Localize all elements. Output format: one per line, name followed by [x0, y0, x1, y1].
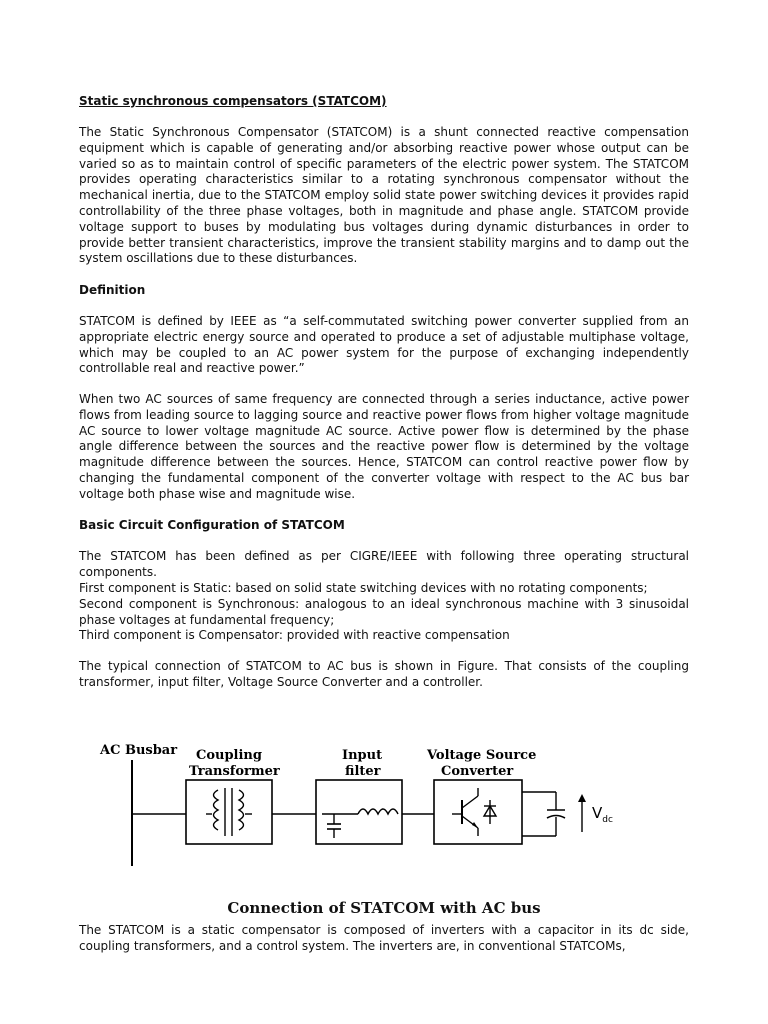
dc-capacitor [522, 792, 565, 836]
intro-paragraph: The Static Synchronous Compensator (STATCOM) is a shunt connected reactive compensation equipment which is capable of generating and/or absorbing reactive power whose output can be varied so as to maintain control of specific parameters of the electric power system. The STATCOM provides operating characteristics similar to a rotating synchronous compensator without the mechanical inertia, due to the STATCOM employ solid state power switching devices it provides rapid controllability of the three phase voltages, both in magnitude and phase angle. STATCOM provide voltage support to buses by modulating bus voltages during dynamic disturbances in order to provide better transient characteristics, improve the transient stability margins and to damp out the system oscillations due to these disturbances. [79, 125, 689, 266]
vdc-label: $V_{dc}$ [592, 804, 613, 825]
components-intro: The STATCOM has been defined as per CIGRE/IEEE with following three operating structural components. [79, 549, 689, 579]
filter-label: filter [345, 764, 381, 779]
component-compensator: Third component is Compensator: provided with reactive compensation [79, 628, 510, 642]
power-flow-paragraph: When two AC sources of same frequency are connected through a series inductance, active power flows from leading source to lagging source and reactive power flows from higher voltage magnitude AC source to lower voltage magnitude AC source. Active power flow is determined by the phase angle difference between the sources and the reactive power flow is determined by the voltage magnitude difference between the sources. Hence, STATCOM can control reactive power flow by changing the fundamental component of the converter voltage with respect to the AC bus bar voltage both phase wise and magnitude wise. [79, 392, 689, 501]
voltage-source-converter [434, 780, 522, 844]
vsc-label-2: Converter [441, 764, 514, 779]
input-label: Input [342, 748, 383, 763]
coupling-transformer [186, 780, 272, 844]
transformer-label: Transformer [189, 764, 280, 779]
input-filter [316, 780, 402, 844]
ac-busbar-label: AC Busbar [100, 743, 178, 758]
vsc-label-1: Voltage Source [427, 748, 537, 763]
figure-caption: Connection of STATCOM with AC bus [227, 899, 541, 917]
component-static: First component is Static: based on solid state switching devices with no rotating components; [79, 581, 648, 595]
vdc-arrow [578, 794, 586, 832]
coupling-label: Coupling [196, 748, 262, 763]
typical-connection-paragraph: The typical connection of STATCOM to AC bus is shown in Figure. That consists of the coupling transformer, input filter, Voltage Source Converter and a controller. [79, 659, 689, 689]
document-title: Static synchronous compensators (STATCOM) [79, 94, 387, 108]
basic-configuration-heading: Basic Circuit Configuration of STATCOM [79, 518, 345, 532]
component-synchronous: Second component is Synchronous: analogous to an ideal synchronous machine with 3 sinusoidal phase voltages at fundamental frequency; [79, 597, 689, 627]
definition-paragraph: STATCOM is defined by IEEE as “a self-commutated switching power converter supplied from an appropriate electric energy source and operated to produce a set of adjustable multiphase voltage, which may be coupled to an AC power system for the purpose of exchanging independently controllable real and reactive power.” [79, 314, 689, 376]
closing-paragraph: The STATCOM is a static compensator is composed of inverters with a capacitor in its dc side, coupling transformers, and a control system. The inverters are, in conventional STATCOMs, [79, 923, 689, 953]
statcom-circuit-figure [94, 738, 634, 874]
definition-heading: Definition [79, 283, 146, 297]
